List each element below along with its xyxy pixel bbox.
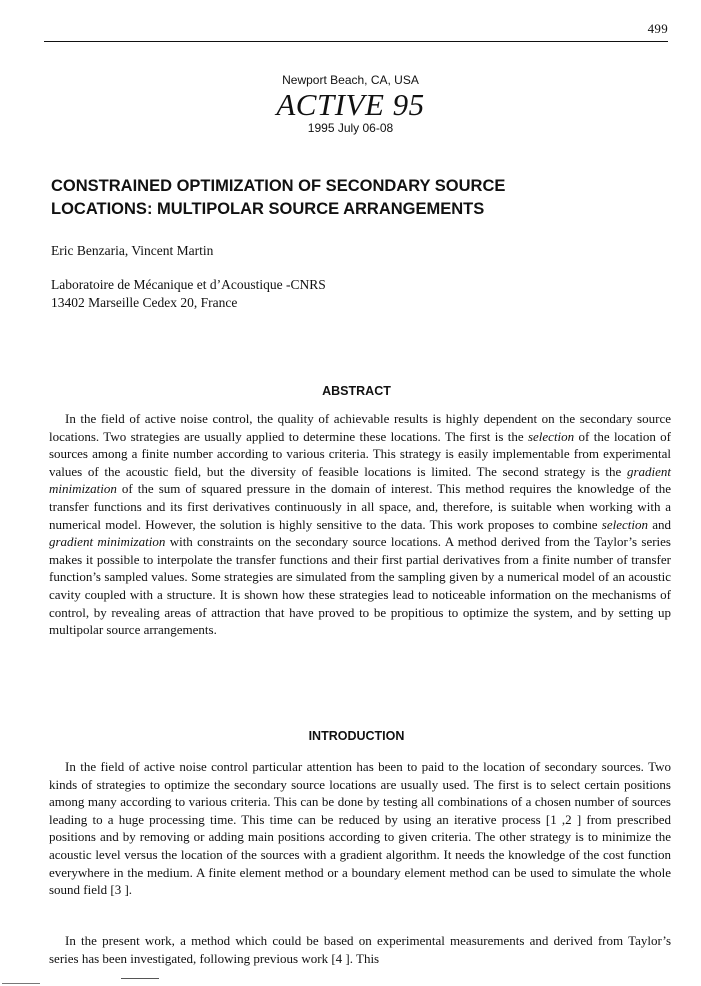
paper-title: [51, 175, 671, 221]
abstract-heading: ABSTRACT: [322, 384, 391, 398]
abstract-text-2: of the location of sources among a finite number according to various criteria. This strategy is easily implementable from experimental values of the acoustic field, but the diversity of feasible locations is limited. The second strategy is the: [49, 428, 671, 479]
abstract-text-4: and: [647, 516, 671, 532]
header-rule: [44, 41, 668, 42]
footer-rule: [121, 978, 159, 979]
conference-location: Newport Beach, CA, USA: [282, 73, 419, 87]
abstract-em-selection: selection: [527, 428, 575, 444]
abstract-em-gradient: gradient minimization: [49, 463, 671, 497]
page-number: 499: [647, 21, 668, 36]
abstract-em-selection-2: selection: [601, 516, 648, 532]
footer-rule-left: [2, 983, 40, 984]
paper-title-line-1: CONSTRAINED OPTIMIZATION OF SECONDARY SOURCE: [51, 177, 506, 195]
abstract-text-5: with constraints on the secondary source locations. A method derived from the Taylor’s series makes it possible to interpolate the transfer functions and their first partial derivatives from a finite number of transfer function’s sampled values. Some strategies are simulated from the sampling given by a numerical model of an acoustic cavity coupled with a structure. It is shown how these strategies lead to noticeable information on the mechanisms of control, by revealing areas of attraction that have proved to be propitious to optimize the system, and by setting up multipolar source arrangements.: [49, 534, 671, 638]
abstract-body: [49, 410, 671, 639]
abstract-em-gradient-2: gradient minimization: [49, 534, 166, 550]
introduction-paragraph-2: In the present work, a method which could be based on experimental measurements and derived from Taylor’s series has been investigated, following previous work [4 ]. This: [49, 933, 671, 966]
abstract-text-1: In the field of active noise control, the quality of achievable results is highly dependent on the secondary source locations. Two strategies are usually applied to determine these locations. The first is the: [49, 411, 671, 444]
authors: Eric Benzaria, Vincent Martin: [51, 243, 214, 258]
conference-name: ACTIVE 95: [276, 87, 425, 122]
affiliation-line-1: Laboratoire de Mécanique et d’Acoustique -CNRS: [51, 277, 326, 292]
introduction-heading: INTRODUCTION: [308, 729, 405, 743]
introduction-paragraph-1: In the field of active noise control particular attention has been to paid to the location of secondary sources. Two kinds of strategies to optimize the secondary source locations are usually used. The first is to select certain positions among many according to various criteria. This can be done by testing all combinations of a chosen number of sources leading to a huge processing time. This time can be reduced by using an iterative process [1 ,2 ] from prescribed positions and by removing or adding main positions according to given criteria. The other strategy is to minimize the acoustic level versus the location of the sources with a gradient algorithm. It needs the knowledge of the cost function everywhere in the medium. A finite element method or a boundary element method can be used to simulate the whole sound field [3 ].: [49, 759, 671, 898]
abstract-text-3: of the sum of squared pressure in the domain of interest. This method requires the knowledge of the transfer functions and its first derivatives continuously in all space, and, therefore, is suitable when working with a numerical model. However, the solution is highly sensitive to the data. This work proposes to combine: [49, 481, 671, 532]
paper-title-line-2: LOCATIONS: MULTIPOLAR SOURCE ARRANGEMENTS: [51, 200, 485, 218]
conference-dates: 1995 July 06-08: [307, 121, 394, 135]
affiliation-line-2: 13402 Marseille Cedex 20, France: [51, 295, 238, 310]
